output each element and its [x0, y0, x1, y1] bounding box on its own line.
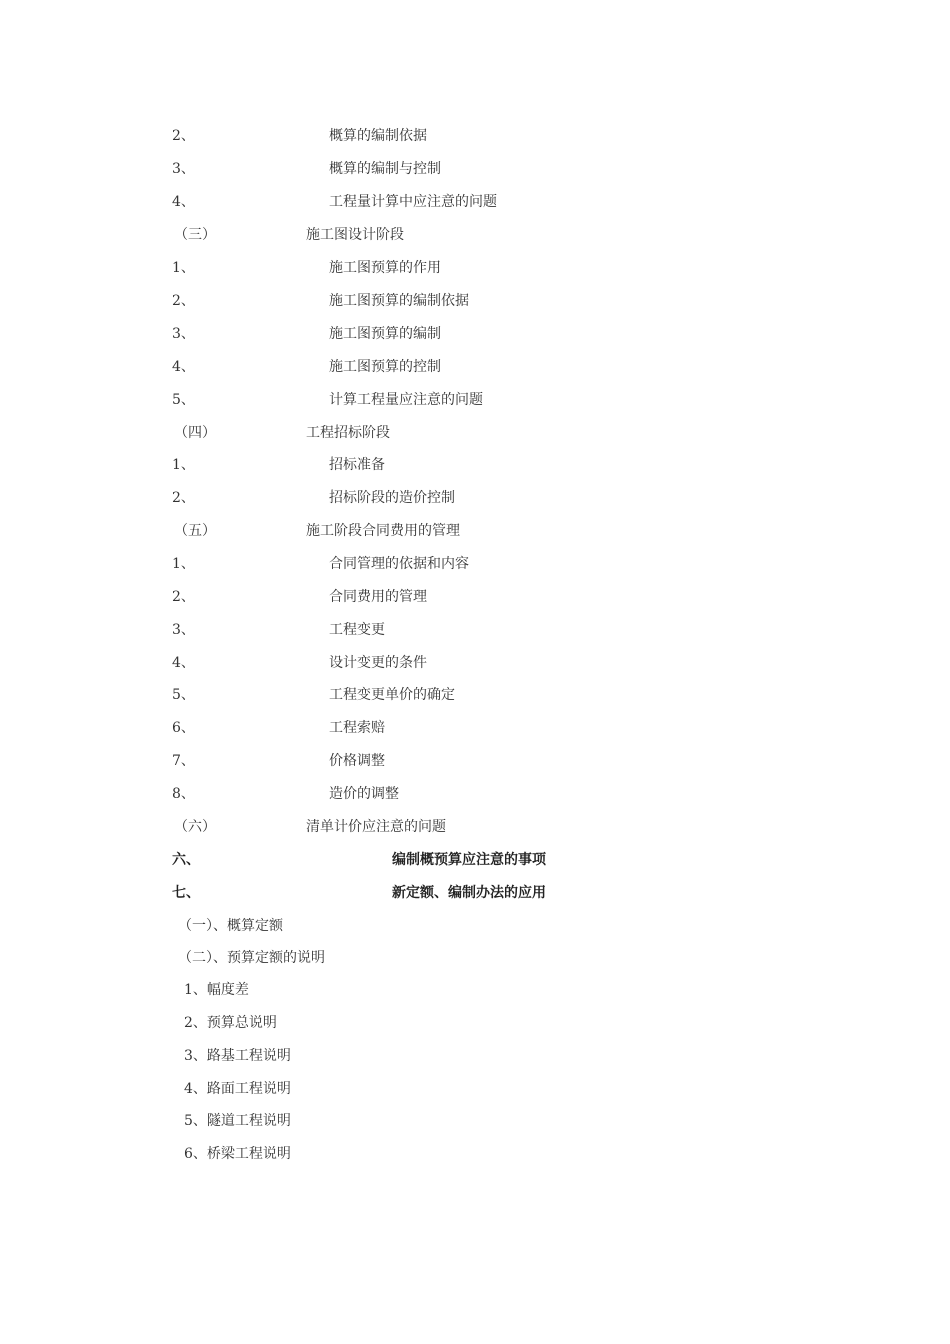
- chapter-number: 六、: [172, 852, 200, 868]
- item-text: 计算工程量应注意的问题: [329, 392, 483, 408]
- section-title: 施工图设计阶段: [306, 227, 404, 243]
- item-text: 概算的编制与控制: [329, 161, 441, 177]
- item-number: 3、: [172, 622, 195, 638]
- item-text: 施工图预算的编制依据: [329, 293, 469, 309]
- item-number: 4、: [172, 655, 195, 671]
- item-text: 5、隧道工程说明: [184, 1113, 291, 1129]
- item-text: 合同管理的依据和内容: [329, 556, 469, 572]
- item-text: 工程变更: [329, 622, 385, 638]
- item-number: 8、: [172, 786, 195, 802]
- item-number: 2、: [172, 589, 195, 605]
- item-text: 4、路面工程说明: [184, 1081, 291, 1097]
- item-number: 1、: [172, 556, 195, 572]
- item-number: 2、: [172, 490, 195, 506]
- section-number: （三）: [174, 227, 216, 243]
- item-text: 2、预算总说明: [184, 1015, 277, 1031]
- item-text: 1、幅度差: [184, 982, 249, 998]
- item-text: 合同费用的管理: [329, 589, 427, 605]
- item-number: 3、: [172, 326, 195, 342]
- item-number: 4、: [172, 194, 195, 210]
- chapter-title: 编制概预算应注意的事项: [392, 852, 546, 868]
- item-number: 3、: [172, 161, 195, 177]
- item-text: 3、路基工程说明: [184, 1048, 291, 1064]
- item-number: 5、: [172, 392, 195, 408]
- item-text: 招标阶段的造价控制: [329, 490, 455, 506]
- item-number: 1、: [172, 260, 195, 276]
- subsection-text: （一）、概算定额: [178, 918, 283, 934]
- item-number: 7、: [172, 753, 195, 769]
- item-text: 设计变更的条件: [329, 655, 427, 671]
- item-text: 施工图预算的作用: [329, 260, 441, 276]
- item-text: 招标准备: [329, 457, 385, 473]
- item-text: 概算的编制依据: [329, 128, 427, 144]
- section-number: （六）: [174, 819, 216, 835]
- item-number: 5、: [172, 687, 195, 703]
- chapter-title: 新定额、编制办法的应用: [392, 885, 546, 901]
- subsection-text: （二）、预算定额的说明: [178, 950, 325, 966]
- item-number: 6、: [172, 720, 195, 736]
- section-title: 施工阶段合同费用的管理: [306, 523, 460, 539]
- item-number: 2、: [172, 293, 195, 309]
- item-text: 6、桥梁工程说明: [184, 1146, 291, 1162]
- section-number: （五）: [174, 523, 216, 539]
- item-text: 价格调整: [329, 753, 385, 769]
- item-text: 工程量计算中应注意的问题: [329, 194, 497, 210]
- section-number: （四）: [174, 425, 216, 441]
- item-text: 施工图预算的编制: [329, 326, 441, 342]
- section-title: 清单计价应注意的问题: [306, 819, 446, 835]
- item-text: 造价的调整: [329, 786, 399, 802]
- item-text: 工程索赔: [329, 720, 385, 736]
- item-number: 1、: [172, 457, 195, 473]
- item-number: 2、: [172, 128, 195, 144]
- item-text: 施工图预算的控制: [329, 359, 441, 375]
- section-title: 工程招标阶段: [306, 425, 390, 441]
- item-number: 4、: [172, 359, 195, 375]
- item-text: 工程变更单价的确定: [329, 687, 455, 703]
- chapter-number: 七、: [172, 885, 200, 901]
